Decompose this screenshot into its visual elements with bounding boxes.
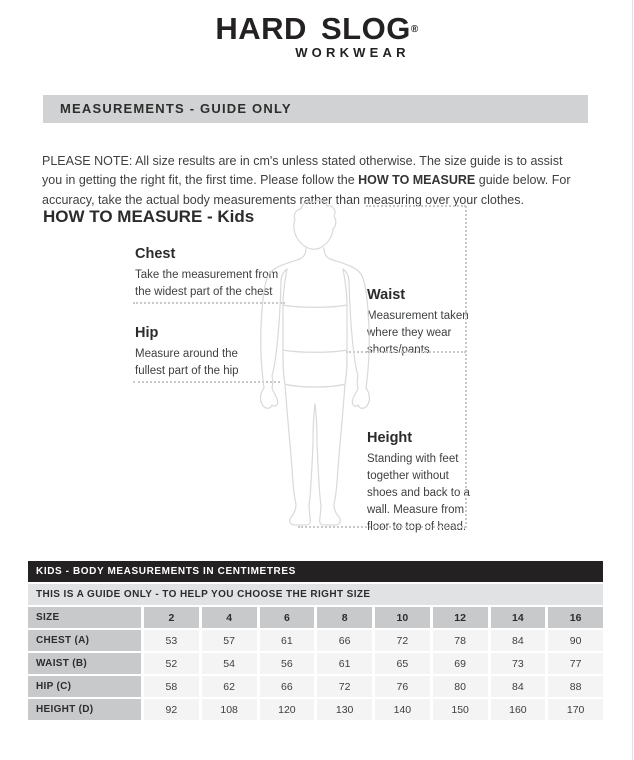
how-to-measure-title: HOW TO MEASURE - Kids — [43, 207, 255, 226]
measure-value-cell-2-6: 84 — [491, 676, 546, 697]
measure-value-cell-0-7: 90 — [548, 630, 603, 651]
measure-value-cell-3-4: 140 — [375, 699, 430, 720]
measure-value-cell-3-6: 160 — [491, 699, 546, 720]
size-value-cell-0: 2 — [144, 607, 199, 628]
figure-chest-line — [283, 305, 347, 307]
figure-hip-line — [285, 384, 345, 387]
figure-left-leg-path — [285, 384, 315, 525]
height-label-heading: Height — [367, 430, 413, 446]
figure-torso-right-path — [343, 269, 347, 384]
waist-label-heading: Waist — [367, 287, 406, 303]
head-top-dotted-line — [366, 205, 466, 207]
measure-value-cell-1-4: 65 — [375, 653, 430, 674]
measure-value-cell-2-3: 72 — [317, 676, 372, 697]
size-value-cell-3: 8 — [317, 607, 372, 628]
table-header-cell: KIDS - BODY MEASUREMENTS IN CENTIMETRES — [28, 561, 603, 582]
page-right-border — [632, 0, 633, 760]
figure-waist-line — [283, 350, 347, 352]
height-label-description: Standing with feet together without shoes and back to a wall. Measure from floor to top of head. — [367, 453, 470, 533]
chest-label-heading: Chest — [135, 246, 176, 262]
size-table — [25, 559, 606, 722]
measure-value-cell-2-0: 58 — [144, 676, 199, 697]
measure-value-cell-1-2: 56 — [260, 653, 315, 674]
measure-value-cell-3-0: 92 — [144, 699, 199, 720]
measure-value-cell-3-3: 130 — [317, 699, 372, 720]
waist-measure-label — [367, 287, 475, 359]
note-text-part2: guide below. For accuracy, take the actual body measurements rather than measuring over your clothes. — [42, 173, 571, 207]
measure-value-cell-2-5: 80 — [433, 676, 488, 697]
size-value-cell-2: 6 — [260, 607, 315, 628]
brand-logo-box — [215, 12, 418, 60]
table-subheader-cell: THIS IS A GUIDE ONLY - TO HELP YOU CHOOSE THE RIGHT SIZE — [28, 584, 603, 605]
measure-value-cell-3-5: 150 — [433, 699, 488, 720]
size-value-cell-1: 4 — [202, 607, 257, 628]
hip-label-heading: Hip — [135, 325, 159, 341]
waist-label-description: Measurement taken where they wear shorts/pants — [367, 310, 469, 356]
measure-value-cell-2-2: 66 — [260, 676, 315, 697]
table-measure-row-1 — [28, 653, 603, 674]
measure-value-cell-0-3: 66 — [317, 630, 372, 651]
figure-torso-left-path — [283, 269, 287, 384]
measure-value-cell-0-2: 61 — [260, 630, 315, 651]
measure-row-label-cell: CHEST (A) — [28, 630, 141, 651]
measure-value-cell-2-1: 62 — [202, 676, 257, 697]
note-text-part1: PLEASE NOTE: All size results are in cm's unless stated otherwise. The size guide is to assist you in getting the right fit, the first time. Please follow the — [42, 153, 563, 187]
size-value-cell-6: 14 — [491, 607, 546, 628]
size-value-cell-4: 10 — [375, 607, 430, 628]
measure-value-cell-3-7: 170 — [548, 699, 603, 720]
measure-value-cell-1-1: 54 — [202, 653, 257, 674]
hip-label-description: Measure around the fullest part of the hip — [135, 348, 239, 377]
measure-value-cell-0-5: 78 — [433, 630, 488, 651]
measure-value-cell-1-7: 77 — [548, 653, 603, 674]
brand-tagline: WORKWEAR — [295, 45, 410, 60]
section-header-bar — [43, 95, 588, 123]
measure-value-cell-0-0: 53 — [144, 630, 199, 651]
section-header-label: MEASUREMENTS - GUIDE ONLY — [60, 101, 292, 116]
table-subheader-row — [28, 584, 603, 605]
brand-name — [215, 12, 418, 46]
measure-value-cell-1-6: 73 — [491, 653, 546, 674]
brand-name-text: HARD SLOG — [215, 11, 411, 46]
size-value-cell-7: 16 — [548, 607, 603, 628]
note-text-bold: HOW TO MEASURE — [358, 173, 476, 187]
measure-value-cell-3-1: 108 — [202, 699, 257, 720]
table-size-row — [28, 607, 603, 628]
size-row-label-cell: SIZE — [28, 607, 141, 628]
height-dotted-line — [465, 206, 467, 528]
height-measure-label — [367, 430, 479, 536]
measure-row-label-cell: HEIGHT (D) — [28, 699, 141, 720]
measure-value-cell-0-1: 57 — [202, 630, 257, 651]
registered-trademark-icon: ® — [410, 24, 419, 35]
size-table-body — [28, 561, 603, 720]
measure-value-cell-0-4: 72 — [375, 630, 430, 651]
hip-measure-label — [135, 325, 251, 380]
size-value-cell-5: 12 — [433, 607, 488, 628]
table-measure-row-3 — [28, 699, 603, 720]
chest-label-description: Take the measurement from the widest part of the chest — [135, 269, 279, 298]
table-measure-row-0 — [28, 630, 603, 651]
brand-logo — [0, 12, 634, 62]
figure-head-path — [294, 200, 336, 249]
measure-value-cell-2-7: 88 — [548, 676, 603, 697]
measure-value-cell-1-5: 69 — [433, 653, 488, 674]
measure-value-cell-1-3: 61 — [317, 653, 372, 674]
measure-row-label-cell: HIP (C) — [28, 676, 141, 697]
measure-value-cell-3-2: 120 — [260, 699, 315, 720]
measure-value-cell-1-0: 52 — [144, 653, 199, 674]
kid-body-outline-illustration — [250, 198, 380, 530]
table-measure-row-2 — [28, 676, 603, 697]
measure-value-cell-0-6: 84 — [491, 630, 546, 651]
figure-right-leg-path — [315, 384, 345, 525]
table-header-row — [28, 561, 603, 582]
measure-value-cell-2-4: 76 — [375, 676, 430, 697]
measure-row-label-cell: WAIST (B) — [28, 653, 141, 674]
